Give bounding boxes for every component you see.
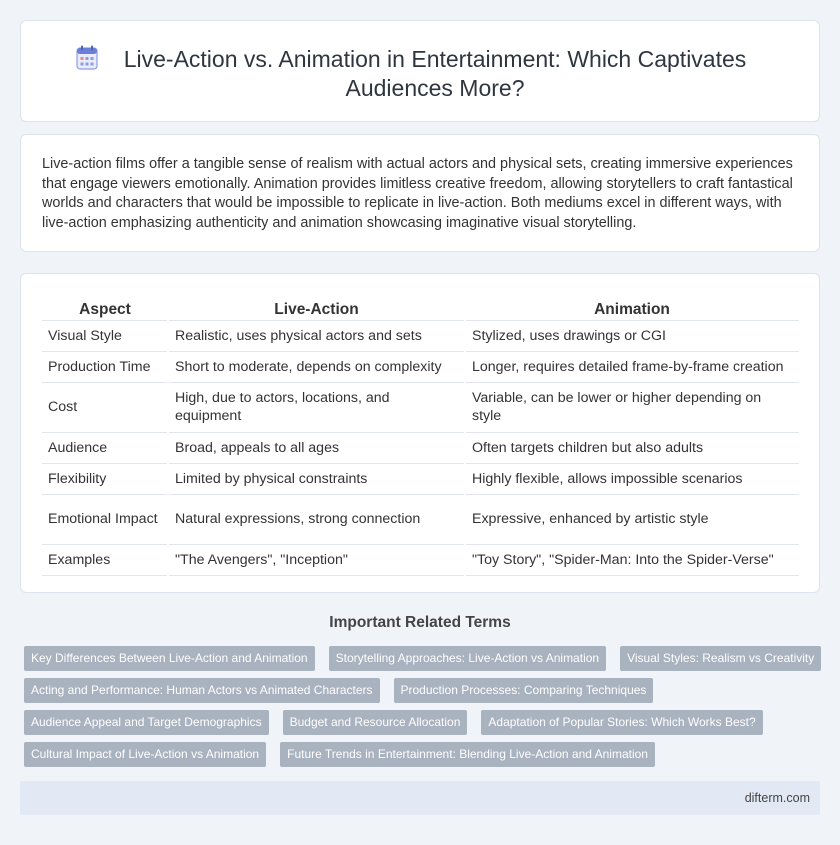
related-tag[interactable]: Budget and Resource Allocation — [283, 710, 468, 735]
table-row — [42, 463, 799, 494]
related-tag[interactable]: Adaptation of Popular Stories: Which Works Best? — [481, 710, 762, 735]
cell-live-action: Realistic, uses physical actors and sets — [168, 320, 465, 351]
cell-aspect: Flexibility — [42, 463, 168, 494]
cell-aspect: Production Time — [42, 351, 168, 382]
table-row — [42, 432, 799, 463]
cell-live-action: "The Avengers", "Inception" — [168, 544, 465, 575]
comparison-table — [42, 295, 799, 576]
intro-card — [20, 134, 820, 252]
tag-row — [24, 742, 669, 767]
intro-paragraph: Live-action films offer a tangible sense of realism with actual actors and physical sets, creating immersive experiences that engage viewers emotionally. Animation provides limitless creative freedom, allowing storytellers to craft fantastical worlds and characters that would be impossible to replicate in live-action. Both mediums excel in different ways, with live-action emphasizing authenticity and animation showcasing imaginative visual storytelling. — [42, 156, 793, 231]
table-row — [42, 351, 799, 382]
cell-aspect: Examples — [42, 544, 168, 575]
cell-live-action: High, due to actors, locations, and equipment — [168, 382, 465, 432]
related-terms-heading: Important Related Terms — [329, 614, 511, 631]
related-tag[interactable]: Cultural Impact of Live-Action vs Animation — [24, 742, 266, 767]
comparison-table-card — [20, 273, 820, 593]
tag-row — [24, 646, 835, 671]
title-card — [20, 20, 820, 122]
cell-animation: Often targets children but also adults — [465, 432, 799, 463]
cell-live-action: Short to moderate, depends on complexity — [168, 351, 465, 382]
cell-aspect: Audience — [42, 432, 168, 463]
cell-animation: Expressive, enhanced by artistic style — [465, 494, 799, 544]
cell-live-action: Broad, appeals to all ages — [168, 432, 465, 463]
related-tag[interactable]: Audience Appeal and Target Demographics — [24, 710, 269, 735]
related-tag[interactable]: Acting and Performance: Human Actors vs Animated Characters — [24, 678, 380, 703]
cell-live-action: Natural expressions, strong connection — [168, 494, 465, 544]
related-tag[interactable]: Future Trends in Entertainment: Blending Live-Action and Animation — [280, 742, 655, 767]
cell-animation: "Toy Story", "Spider-Man: Into the Spider-Verse" — [465, 544, 799, 575]
related-tag[interactable]: Visual Styles: Realism vs Creativity — [620, 646, 821, 671]
cell-animation: Variable, can be lower or higher depending on style — [465, 382, 799, 432]
tag-row — [24, 678, 667, 703]
cell-animation: Stylized, uses drawings or CGI — [465, 320, 799, 351]
table-row — [42, 494, 799, 544]
cell-aspect: Visual Style — [42, 320, 168, 351]
related-tag[interactable]: Storytelling Approaches: Live-Action vs Animation — [329, 646, 606, 671]
related-tag[interactable]: Key Differences Between Live-Action and Animation — [24, 646, 315, 671]
table-row — [42, 544, 799, 575]
page-title: Live-Action vs. Animation in Entertainment: Which Captivates Audiences More? — [123, 46, 747, 101]
cell-animation: Longer, requires detailed frame-by-frame creation — [465, 351, 799, 382]
table-row — [42, 382, 799, 432]
header-animation: Animation — [465, 295, 799, 320]
table-header-row — [42, 295, 799, 320]
cell-aspect: Emotional Impact — [42, 494, 168, 544]
cell-aspect: Cost — [42, 382, 168, 432]
cell-live-action: Limited by physical constraints — [168, 463, 465, 494]
related-tag[interactable]: Production Processes: Comparing Techniques — [394, 678, 654, 703]
table-row — [42, 320, 799, 351]
header-aspect: Aspect — [42, 295, 168, 320]
footer-bar — [20, 781, 820, 815]
cell-animation: Highly flexible, allows impossible scenarios — [465, 463, 799, 494]
header-live-action: Live-Action — [168, 295, 465, 320]
tag-row — [24, 710, 777, 735]
footer-site-link[interactable]: difterm.com — [744, 791, 810, 805]
